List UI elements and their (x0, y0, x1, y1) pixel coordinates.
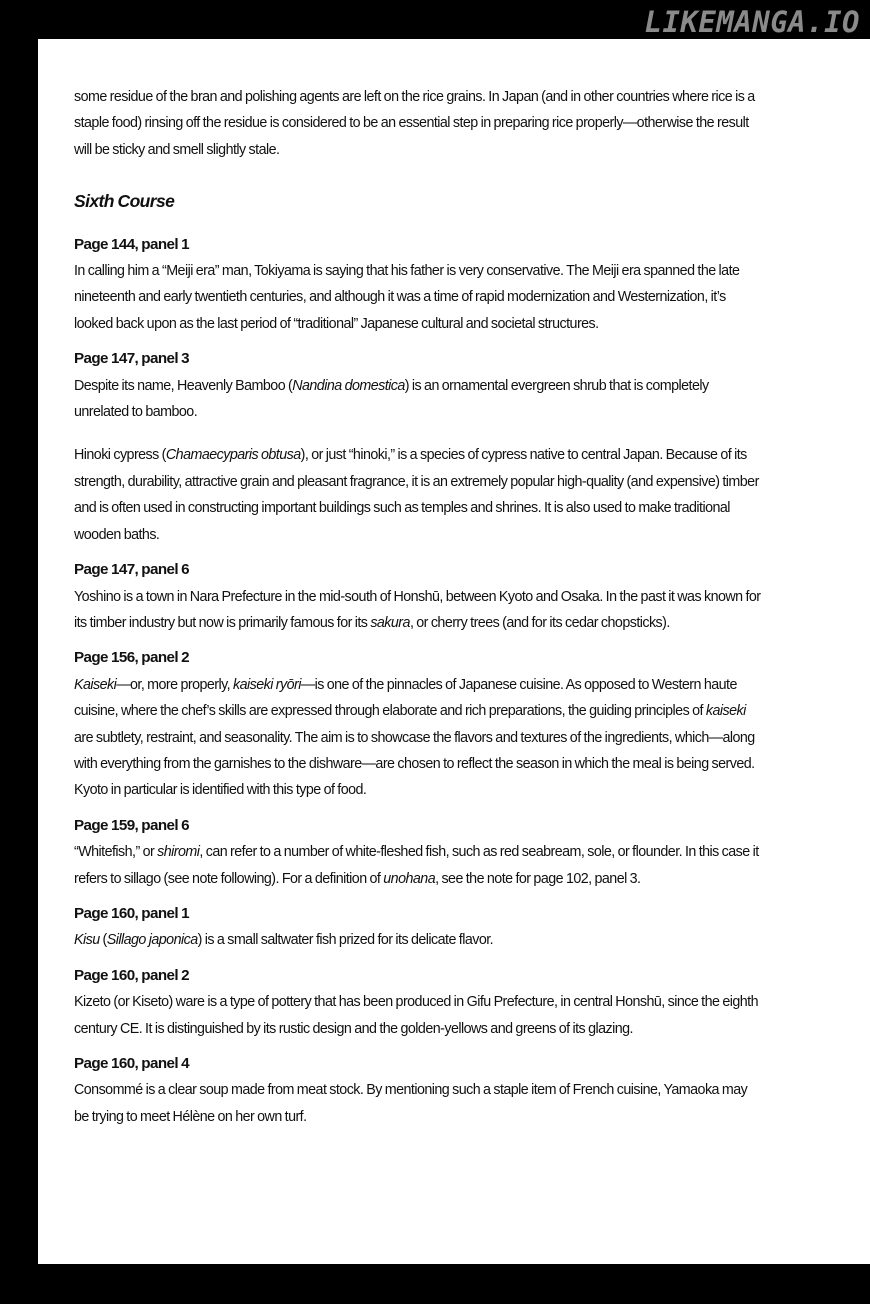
text-run: “Whitefish,” or (74, 844, 158, 861)
italic-term: Kisu (74, 932, 100, 949)
text-run: Yoshino is a town in Nara Prefecture in the mid-south of Honshū, between Kyoto and Osaka. In the past it was known for its timber industry but now is primarily famous for its (74, 588, 761, 631)
note-heading: Page 147, panel 3 (74, 350, 189, 368)
text-run: ( (99, 932, 107, 949)
note-text (74, 373, 764, 426)
note-heading: Page 147, panel 6 (74, 561, 189, 579)
note-text: In calling him a “Meiji era” man, Tokiyama is saying that his father is very conservative. The Meiji era spanned the late nineteenth and early twentieth centuries, and although it was a time of rapid modernization and Westernization, it’s looked back upon as the last period of “traditional” Japanese cultural and societal structures. (74, 263, 740, 332)
italic-term: kaiseki (705, 703, 746, 720)
document-page (38, 39, 870, 1264)
note-page-159-panel-6 (74, 813, 764, 892)
note-page-160-panel-1 (74, 901, 764, 954)
note-page-160-panel-2 (74, 963, 764, 1042)
page-content (74, 84, 764, 1130)
italic-term: sakura (370, 614, 410, 631)
text-run: , or cherry trees (and for its cedar chopsticks). (409, 614, 670, 631)
note-text (74, 584, 764, 637)
note-text: Kizeto (or Kiseto) ware is a type of pottery that has been produced in Gifu Prefecture, in central Honshū, since the eighth century CE. It is distinguished by its rustic design and the golden-yellows and greens of its glazing. (74, 994, 758, 1037)
note-page-156-panel-2 (74, 645, 764, 803)
note-text (74, 442, 764, 548)
text-run: ) is an ornamental evergreen shrub that is completely unrelated to bamboo. (74, 377, 709, 421)
text-run: Hinoki cypress ( (74, 447, 166, 464)
note-text (74, 672, 764, 804)
italic-term: shiromi (157, 844, 200, 861)
text-run: ) is a small saltwater fish prized for its delicate flavor. (197, 932, 494, 949)
text-run: ), or just “hinoki,” is a species of cypress native to central Japan. Because of its strength, durability, attractive grain and pleasant fragrance, it is an extremely popular high-quality (and expensive) timber and is often used in constructing important buildings such as temples and shrines. It is also used to make traditional wooden baths. (74, 447, 759, 543)
text-run: —or, more properly, (116, 676, 233, 693)
italic-term: kaiseki ryōri (233, 676, 301, 693)
note-page-160-panel-4 (74, 1051, 764, 1130)
note-heading: Page 144, panel 1 (74, 235, 189, 253)
note-heading: Page 160, panel 2 (74, 966, 189, 984)
site-watermark: LIKEMANGA.IO (644, 5, 860, 39)
text-run: , see the note for page 102, panel 3. (435, 870, 641, 887)
text-run: Despite its name, Heavenly Bamboo ( (74, 377, 293, 394)
note-text (74, 839, 764, 892)
note-heading: Page 156, panel 2 (74, 649, 189, 667)
note-heading: Page 160, panel 4 (74, 1055, 189, 1072)
intro-paragraph: some residue of the bran and polishing agents are left on the rice grains. In Japan (and in other countries where rice is a staple food) rinsing off the residue is considered to be an essential step in preparing rice properly—otherwise the result will be sticky and smell slightly stale. (74, 89, 755, 158)
italic-term: Chamaecyparis obtusa (165, 447, 301, 464)
note-text: Consommé is a clear soup made from meat stock. By mentioning such a staple item of French cuisine, Yamaoka may be trying to meet Hélène on her own turf. (74, 1082, 748, 1125)
text-run: are subtlety, restraint, and seasonality. The aim is to showcase the flavors and textures of the ingredients, which—along with everything from the garnishes to the dishware—are chosen to reflect the season in which the meal is being served. Kyoto in particular is identified with this type of food. (74, 729, 755, 799)
section-title: Sixth Course (74, 191, 175, 212)
text-run: , can refer to a number of white-fleshed fish, such as red seabream, sole, or flounder. In this case it refers to sillago (see note following). For a definition of (74, 844, 759, 887)
note-heading: Page 160, panel 1 (74, 904, 189, 922)
italic-term: Sillago japonica (106, 932, 198, 949)
italic-term: unohana (383, 870, 436, 887)
note-heading: Page 159, panel 6 (74, 816, 189, 834)
note-page-147-panel-6 (74, 557, 764, 636)
note-text (74, 927, 764, 953)
italic-term: Nandina domestica (292, 377, 405, 394)
italic-term: Kaiseki (74, 676, 117, 693)
note-page-144-panel-1 (74, 232, 764, 338)
note-page-147-panel-3 (74, 346, 764, 548)
text-run: —is one of the pinnacles of Japanese cuisine. As opposed to Western haute cuisine, where the chef’s skills are expressed through elaborate and rich preparations, the guiding principles of (74, 676, 737, 720)
